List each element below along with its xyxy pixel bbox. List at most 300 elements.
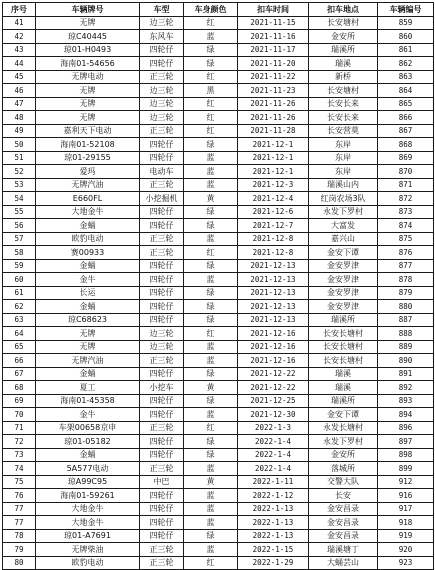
cell-color: 蓝 xyxy=(184,489,238,503)
cell-location: 长安长塘村 xyxy=(309,327,378,341)
cell-plate: 金蛹 xyxy=(36,300,140,314)
cell-color: 绿 xyxy=(184,529,238,543)
cell-vehicle-no: 878 xyxy=(378,273,434,287)
cell-type: 四轮仔 xyxy=(140,367,184,381)
cell-type: 正三轮 xyxy=(140,124,184,138)
cell-vehicle-no: 879 xyxy=(378,286,434,300)
cell-location: 交警大队 xyxy=(309,475,378,489)
cell-type: 四轮仔 xyxy=(140,300,184,314)
table-row xyxy=(3,124,434,138)
cell-plate: 夏工 xyxy=(36,381,140,395)
cell-plate: 无牌汽油 xyxy=(36,178,140,192)
cell-date: 2021-12-3 xyxy=(238,178,309,192)
cell-location: 金安罗津 xyxy=(309,273,378,287)
cell-plate: 金牛 xyxy=(36,408,140,422)
table-row xyxy=(3,421,434,435)
cell-vehicle-no: 862 xyxy=(378,57,434,71)
cell-location: 瑞溪所 xyxy=(309,394,378,408)
cell-color: 蓝 xyxy=(184,151,238,165)
cell-color: 绿 xyxy=(184,219,238,233)
cell-date: 2022-1-29 xyxy=(238,556,309,570)
cell-index: 48 xyxy=(3,111,36,125)
cell-index: 54 xyxy=(3,192,36,206)
cell-plate: 金蛹 xyxy=(36,367,140,381)
cell-location: 大蛹芸山 xyxy=(309,556,378,570)
cell-color: 绿 xyxy=(184,300,238,314)
cell-date: 2021-12-16 xyxy=(238,327,309,341)
cell-plate: 琼01-29155 xyxy=(36,151,140,165)
cell-index: 78 xyxy=(3,529,36,543)
cell-vehicle-no: 863 xyxy=(378,70,434,84)
cell-index: 43 xyxy=(3,43,36,57)
cell-plate: 无牌 xyxy=(36,84,140,98)
cell-plate: 琼01-05182 xyxy=(36,435,140,449)
cell-vehicle-no: 880 xyxy=(378,300,434,314)
table-row xyxy=(3,178,434,192)
cell-date: 2022-1-11 xyxy=(238,475,309,489)
cell-location: 瑞溪塘丁 xyxy=(309,543,378,557)
table-row xyxy=(3,57,434,71)
cell-color: 绿 xyxy=(184,138,238,152)
cell-location: 红岗农场3队 xyxy=(309,192,378,206)
cell-color: 黄 xyxy=(184,192,238,206)
cell-plate: E660FL xyxy=(36,192,140,206)
cell-index: 56 xyxy=(3,219,36,233)
cell-index: 76 xyxy=(3,489,36,503)
cell-location: 瑞溪山内 xyxy=(309,178,378,192)
cell-color: 黄 xyxy=(184,381,238,395)
cell-color: 黄 xyxy=(184,475,238,489)
table-row xyxy=(3,111,434,125)
cell-type: 东风车 xyxy=(140,30,184,44)
table-row xyxy=(3,529,434,543)
cell-vehicle-no: 892 xyxy=(378,381,434,395)
cell-color: 蓝 xyxy=(184,516,238,530)
cell-plate: 琼01-A7691 xyxy=(36,529,140,543)
cell-index: 52 xyxy=(3,165,36,179)
cell-type: 四轮仔 xyxy=(140,313,184,327)
cell-index: 64 xyxy=(3,327,36,341)
table-row xyxy=(3,556,434,570)
cell-plate: 海南01-59261 xyxy=(36,489,140,503)
table-row xyxy=(3,516,434,530)
cell-index: 71 xyxy=(3,421,36,435)
cell-color: 绿 xyxy=(184,435,238,449)
cell-plate: 琼C40445 xyxy=(36,30,140,44)
cell-color: 红 xyxy=(184,111,238,125)
table-row xyxy=(3,394,434,408)
cell-vehicle-no: 861 xyxy=(378,43,434,57)
cell-location: 长安长来 xyxy=(309,97,378,111)
cell-vehicle-no: 865 xyxy=(378,97,434,111)
cell-location: 长安长来 xyxy=(309,111,378,125)
cell-location: 金安罗津 xyxy=(309,286,378,300)
table-row xyxy=(3,354,434,368)
cell-date: 2022-1-4 xyxy=(238,435,309,449)
table-row xyxy=(3,435,434,449)
cell-date: 2021-11-26 xyxy=(238,97,309,111)
cell-color: 蓝 xyxy=(184,30,238,44)
cell-type: 四轮仔 xyxy=(140,435,184,449)
cell-location: 东岸 xyxy=(309,138,378,152)
cell-type: 四轮仔 xyxy=(140,502,184,516)
cell-type: 四轮仔 xyxy=(140,516,184,530)
cell-plate: 无牌 xyxy=(36,111,140,125)
cell-color: 绿 xyxy=(184,286,238,300)
cell-location: 金安昌录 xyxy=(309,502,378,516)
cell-vehicle-no: 873 xyxy=(378,205,434,219)
cell-date: 2022-1-4 xyxy=(238,462,309,476)
cell-vehicle-no: 899 xyxy=(378,462,434,476)
table-row xyxy=(3,70,434,84)
cell-color: 蓝 xyxy=(184,543,238,557)
cell-plate: 赛00933 xyxy=(36,246,140,260)
cell-date: 2021-12-13 xyxy=(238,273,309,287)
cell-plate: 欧豹电动 xyxy=(36,232,140,246)
cell-type: 四轮仔 xyxy=(140,273,184,287)
cell-type: 四轮仔 xyxy=(140,408,184,422)
cell-index: 42 xyxy=(3,30,36,44)
cell-plate: 海南01-45358 xyxy=(36,394,140,408)
cell-vehicle-no: 888 xyxy=(378,327,434,341)
cell-date: 2021-11-22 xyxy=(238,70,309,84)
cell-date: 2021-12-8 xyxy=(238,246,309,260)
cell-type: 正三轮 xyxy=(140,178,184,192)
cell-location: 长安营莫 xyxy=(309,124,378,138)
cell-location: 长安长塘村 xyxy=(309,340,378,354)
cell-plate: 无牌汽油 xyxy=(36,354,140,368)
table-row xyxy=(3,502,434,516)
cell-date: 2021-11-26 xyxy=(238,111,309,125)
cell-color: 黑 xyxy=(184,84,238,98)
cell-location: 金安罗津 xyxy=(309,300,378,314)
cell-date: 2022-1-3 xyxy=(238,421,309,435)
table-row xyxy=(3,462,434,476)
table-row xyxy=(3,165,434,179)
cell-location: 东岸 xyxy=(309,151,378,165)
cell-index: 49 xyxy=(3,124,36,138)
cell-date: 2021-12-30 xyxy=(238,408,309,422)
cell-date: 2021-11-15 xyxy=(238,16,309,30)
cell-location: 长安塘村 xyxy=(309,16,378,30)
cell-date: 2021-11-16 xyxy=(238,30,309,44)
cell-date: 2022-1-12 xyxy=(238,489,309,503)
cell-color: 绿 xyxy=(184,313,238,327)
cell-type: 小挖车 xyxy=(140,381,184,395)
table-row xyxy=(3,30,434,44)
cell-date: 2021-12-13 xyxy=(238,313,309,327)
table-row xyxy=(3,367,434,381)
table-row xyxy=(3,448,434,462)
cell-location: 永发下罗村 xyxy=(309,205,378,219)
cell-plate: 无牌 xyxy=(36,340,140,354)
vehicle-impound-table xyxy=(2,2,434,570)
cell-type: 正三轮 xyxy=(140,354,184,368)
cell-vehicle-no: 920 xyxy=(378,543,434,557)
cell-date: 2021-12-6 xyxy=(238,205,309,219)
cell-index: 70 xyxy=(3,408,36,422)
table-row xyxy=(3,84,434,98)
cell-plate: 嘉利天下电动 xyxy=(36,124,140,138)
cell-color: 红 xyxy=(184,421,238,435)
cell-plate: 无牌 xyxy=(36,97,140,111)
cell-type: 四轮仔 xyxy=(140,448,184,462)
table-header xyxy=(3,3,434,17)
cell-vehicle-no: 912 xyxy=(378,475,434,489)
cell-index: 44 xyxy=(3,57,36,71)
cell-type: 边三轮 xyxy=(140,327,184,341)
table-row xyxy=(3,97,434,111)
cell-color: 蓝 xyxy=(184,178,238,192)
cell-type: 中巴 xyxy=(140,475,184,489)
cell-location: 大富发 xyxy=(309,219,378,233)
cell-location: 长安塘村 xyxy=(309,84,378,98)
cell-index: 58 xyxy=(3,246,36,260)
cell-location: 金安罗津 xyxy=(309,259,378,273)
table-row xyxy=(3,327,434,341)
cell-type: 电动车 xyxy=(140,165,184,179)
cell-index: 67 xyxy=(3,367,36,381)
table-row xyxy=(3,475,434,489)
cell-plate: 琼01-H0493 xyxy=(36,43,140,57)
cell-vehicle-no: 923 xyxy=(378,556,434,570)
cell-location: 金安昌录 xyxy=(309,516,378,530)
cell-vehicle-no: 916 xyxy=(378,489,434,503)
col-header-vehicle-no: 车辆编号 xyxy=(378,3,434,17)
cell-color: 绿 xyxy=(184,448,238,462)
cell-vehicle-no: 890 xyxy=(378,354,434,368)
cell-vehicle-no: 889 xyxy=(378,340,434,354)
table-row xyxy=(3,192,434,206)
cell-type: 边三轮 xyxy=(140,340,184,354)
cell-index: 75 xyxy=(3,475,36,489)
table-row xyxy=(3,286,434,300)
cell-index: 51 xyxy=(3,151,36,165)
cell-type: 四轮仔 xyxy=(140,151,184,165)
cell-vehicle-no: 893 xyxy=(378,394,434,408)
cell-date: 2022-1-13 xyxy=(238,502,309,516)
cell-type: 四轮仔 xyxy=(140,259,184,273)
table-row xyxy=(3,246,434,260)
cell-location: 瑞溪 xyxy=(309,57,378,71)
cell-plate: 无牌柴油 xyxy=(36,543,140,557)
cell-type: 四轮仔 xyxy=(140,57,184,71)
cell-index: 55 xyxy=(3,205,36,219)
table-row xyxy=(3,16,434,30)
table-row xyxy=(3,543,434,557)
cell-type: 小挖掘机 xyxy=(140,192,184,206)
table-row xyxy=(3,205,434,219)
table-row xyxy=(3,489,434,503)
cell-type: 四轮仔 xyxy=(140,529,184,543)
cell-plate: 琼C68623 xyxy=(36,313,140,327)
cell-vehicle-no: 896 xyxy=(378,421,434,435)
cell-color: 红 xyxy=(184,246,238,260)
cell-plate: 车架00658京申 xyxy=(36,421,140,435)
table-row xyxy=(3,151,434,165)
cell-vehicle-no: 867 xyxy=(378,124,434,138)
cell-color: 蓝 xyxy=(184,462,238,476)
cell-plate: 琼A99C95 xyxy=(36,475,140,489)
cell-location: 金安昌录 xyxy=(309,529,378,543)
cell-date: 2022-1-13 xyxy=(238,516,309,530)
cell-index: 57 xyxy=(3,232,36,246)
cell-index: 47 xyxy=(3,97,36,111)
cell-index: 59 xyxy=(3,259,36,273)
cell-index: 61 xyxy=(3,286,36,300)
cell-type: 四轮仔 xyxy=(140,219,184,233)
cell-vehicle-no: 869 xyxy=(378,151,434,165)
cell-type: 四轮仔 xyxy=(140,205,184,219)
table-row xyxy=(3,340,434,354)
col-header-date: 扣车时间 xyxy=(238,3,309,17)
cell-type: 四轮仔 xyxy=(140,43,184,57)
cell-location: 永发下罗村 xyxy=(309,435,378,449)
cell-plate: 大地金牛 xyxy=(36,516,140,530)
cell-color: 蓝 xyxy=(184,165,238,179)
cell-index: 73 xyxy=(3,448,36,462)
cell-color: 蓝 xyxy=(184,408,238,422)
cell-index: 80 xyxy=(3,556,36,570)
cell-color: 绿 xyxy=(184,205,238,219)
cell-color: 蓝 xyxy=(184,354,238,368)
cell-vehicle-no: 874 xyxy=(378,219,434,233)
cell-date: 2021-11-17 xyxy=(238,43,309,57)
cell-type: 边三轮 xyxy=(140,111,184,125)
cell-type: 边三轮 xyxy=(140,97,184,111)
cell-vehicle-no: 871 xyxy=(378,178,434,192)
cell-location: 长安 xyxy=(309,489,378,503)
cell-plate: 爱玛 xyxy=(36,165,140,179)
cell-plate: 5A577电动 xyxy=(36,462,140,476)
cell-color: 红 xyxy=(184,556,238,570)
cell-color: 蓝 xyxy=(184,232,238,246)
cell-location: 瑞溪 xyxy=(309,367,378,381)
cell-type: 四轮仔 xyxy=(140,138,184,152)
table-row xyxy=(3,138,434,152)
cell-color: 蓝 xyxy=(184,502,238,516)
cell-type: 四轮仔 xyxy=(140,489,184,503)
cell-plate: 金蛹 xyxy=(36,259,140,273)
cell-plate: 海南01-52108 xyxy=(36,138,140,152)
cell-location: 东岸 xyxy=(309,165,378,179)
table-row xyxy=(3,232,434,246)
cell-vehicle-no: 919 xyxy=(378,529,434,543)
cell-plate: 长运 xyxy=(36,286,140,300)
col-header-index: 序号 xyxy=(3,3,36,17)
cell-vehicle-no: 875 xyxy=(378,232,434,246)
cell-index: 66 xyxy=(3,354,36,368)
cell-type: 边三轮 xyxy=(140,16,184,30)
cell-color: 红 xyxy=(184,70,238,84)
cell-color: 蓝 xyxy=(184,273,238,287)
cell-date: 2021-12-7 xyxy=(238,219,309,233)
cell-date: 2021-12-13 xyxy=(238,286,309,300)
cell-type: 正三轮 xyxy=(140,70,184,84)
cell-color: 蓝 xyxy=(184,340,238,354)
cell-date: 2021-11-23 xyxy=(238,84,309,98)
cell-index: 72 xyxy=(3,435,36,449)
cell-color: 红 xyxy=(184,327,238,341)
cell-index: 45 xyxy=(3,70,36,84)
cell-color: 绿 xyxy=(184,259,238,273)
table-row xyxy=(3,273,434,287)
cell-index: 63 xyxy=(3,313,36,327)
cell-vehicle-no: 859 xyxy=(378,16,434,30)
cell-plate: 大地金牛 xyxy=(36,502,140,516)
cell-color: 红 xyxy=(184,97,238,111)
cell-index: 53 xyxy=(3,178,36,192)
cell-date: 2021-11-28 xyxy=(238,124,309,138)
cell-type: 正三轮 xyxy=(140,556,184,570)
cell-date: 2021-12-1 xyxy=(238,165,309,179)
cell-vehicle-no: 860 xyxy=(378,30,434,44)
cell-type: 四轮仔 xyxy=(140,286,184,300)
cell-type: 四轮仔 xyxy=(140,394,184,408)
cell-index: 68 xyxy=(3,381,36,395)
cell-date: 2021-12-22 xyxy=(238,367,309,381)
cell-location: 金安所 xyxy=(309,448,378,462)
cell-plate: 无牌电动 xyxy=(36,70,140,84)
cell-index: 65 xyxy=(3,340,36,354)
cell-plate: 欧豹电动 xyxy=(36,556,140,570)
cell-plate: 金牛 xyxy=(36,273,140,287)
cell-vehicle-no: 866 xyxy=(378,111,434,125)
cell-type: 边三轮 xyxy=(140,84,184,98)
table-row xyxy=(3,300,434,314)
cell-vehicle-no: 897 xyxy=(378,435,434,449)
cell-type: 正三轮 xyxy=(140,246,184,260)
cell-vehicle-no: 894 xyxy=(378,408,434,422)
cell-vehicle-no: 868 xyxy=(378,138,434,152)
cell-date: 2021-12-4 xyxy=(238,192,309,206)
cell-color: 红 xyxy=(184,16,238,30)
cell-date: 2021-12-16 xyxy=(238,340,309,354)
cell-vehicle-no: 918 xyxy=(378,516,434,530)
cell-date: 2021-12-16 xyxy=(238,354,309,368)
cell-plate: 海南01-54656 xyxy=(36,57,140,71)
col-header-color: 车身颜色 xyxy=(184,3,238,17)
cell-color: 绿 xyxy=(184,57,238,71)
cell-location: 瑞溪所 xyxy=(309,43,378,57)
cell-location: 瑞溪 xyxy=(309,381,378,395)
col-header-plate: 车辆牌号 xyxy=(36,3,140,17)
cell-plate: 无牌 xyxy=(36,327,140,341)
cell-vehicle-no: 887 xyxy=(378,313,434,327)
cell-date: 2021-12-22 xyxy=(238,381,309,395)
table-row xyxy=(3,313,434,327)
cell-color: 绿 xyxy=(184,43,238,57)
cell-date: 2021-12-8 xyxy=(238,232,309,246)
cell-vehicle-no: 864 xyxy=(378,84,434,98)
cell-index: 74 xyxy=(3,462,36,476)
cell-date: 2021-11-20 xyxy=(238,57,309,71)
table-row xyxy=(3,259,434,273)
cell-date: 2021-12-1 xyxy=(238,151,309,165)
cell-index: 77 xyxy=(3,502,36,516)
cell-index: 50 xyxy=(3,138,36,152)
cell-color: 绿 xyxy=(184,394,238,408)
cell-date: 2022-1-15 xyxy=(238,543,309,557)
cell-vehicle-no: 872 xyxy=(378,192,434,206)
cell-plate: 金蛹 xyxy=(36,219,140,233)
cell-date: 2021-12-1 xyxy=(238,138,309,152)
cell-color: 绿 xyxy=(184,367,238,381)
cell-location: 落城所 xyxy=(309,462,378,476)
cell-location: 金安下谭 xyxy=(309,246,378,260)
cell-location: 嘉兴山 xyxy=(309,232,378,246)
cell-plate: 金蛹 xyxy=(36,448,140,462)
